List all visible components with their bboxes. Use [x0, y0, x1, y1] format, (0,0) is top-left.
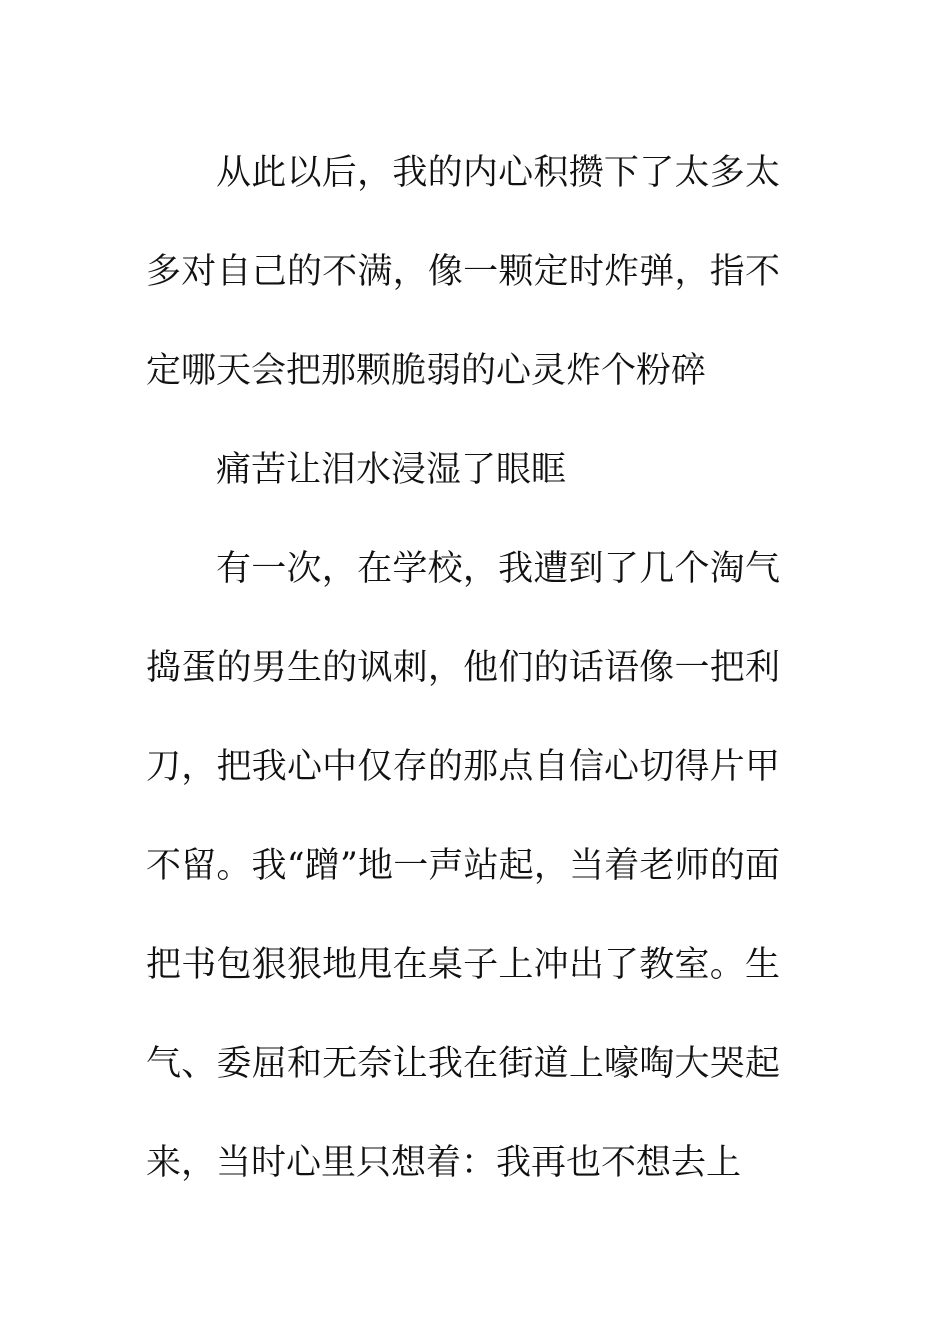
paragraph-3: 有一次，在学校，我遭到了几个淘气捣蛋的男生的讽刺，他们的话语像一把利刀，把我心中仅存的那点自信心切得片甲不留。我“蹭”地一声站起，当着老师的面把书包狠狠地甩在桌子上冲出了教室。生气、委屈和无奈让我在街道上嚎啕大哭起来，当时心里只想着：我再也不想去上	[146, 549, 780, 1183]
body-text	[146, 124, 780, 1213]
paragraph-2: 痛苦让泪水浸湿了眼眶	[216, 450, 567, 490]
paragraph-1: 从此以后，我的内心积攒下了太多太多对自己的不满，像一颗定时炸弹，指不定哪天会把那颗脆弱的心灵炸个粉碎	[146, 153, 780, 391]
